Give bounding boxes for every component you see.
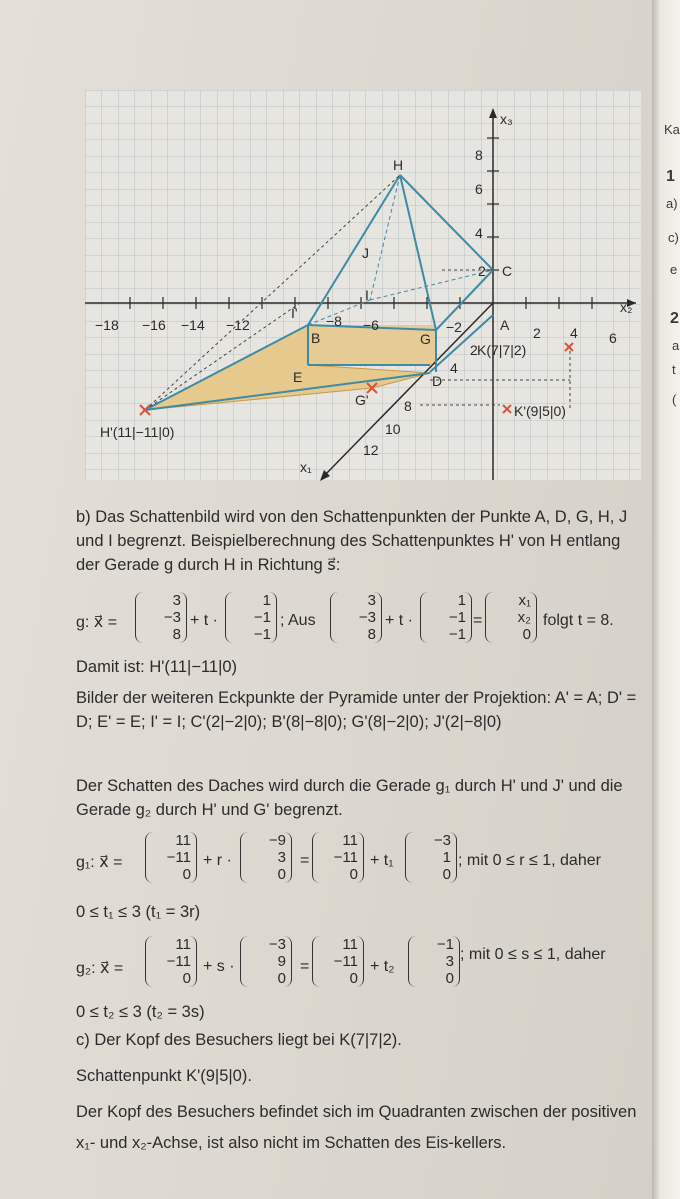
tick-label: 6 [475,181,483,197]
side-text: t [672,362,676,377]
eq-g1-tail: ; mit 0 ≤ r ≤ 1, daher [458,852,601,869]
point-label-H: H [393,157,404,173]
eq-g-vector: 1 −1 −1 [225,592,277,643]
tick-label: 4 [570,325,578,341]
point-label-C: C [502,263,513,279]
eq-g1-label: g₁: x⃗ = [76,854,123,871]
eq-g2-eq: = [300,958,310,975]
tick-label: −14 [181,317,205,333]
eq-g-result: folgt t = 8. [543,612,614,629]
tick-label: −6 [363,317,379,333]
side-text: a) [666,196,678,211]
point-label-Kprime: K'(9|5|0) [514,403,566,419]
eq-g1-vector: −9 3 0 [240,832,292,883]
axis-label-x1: x₁ [300,459,312,475]
part-c-paragraph: Der Kopf des Besuchers befindet sich im Quadranten zwischen der positiven x₁- und x₂-Achse, ist also nicht im Schatten des Eis-kellers. [76,1103,637,1152]
bilder-paragraph: Bilder der weiteren Eckpunkte der Pyramide unter der Projektion: A' = A; D' = D; E' = E; I' = I; C'(2|−2|0); B'(8|−8|0); G'(8|−2|0); J'(2|−8|0) [76,689,637,731]
eq-g-vector: x₁ x₂ 0 [485,592,537,643]
eq-g2-vector: −3 9 0 [240,936,292,987]
side-text: a [672,338,680,353]
side-text: c) [668,230,679,245]
tick-label: −2 [446,319,462,335]
point-label-K: K(7|7|2) [477,342,527,358]
eq-g2-label: g₂: x⃗ = [76,960,124,977]
side-text: 2 [670,310,679,327]
eq-g2-vector: 11 −11 0 [312,936,364,987]
point-label-B: B [311,330,321,346]
eq-g1-eq: = [300,852,310,869]
tick-label: −16 [142,317,166,333]
eq-g-op: + t · [190,612,219,629]
eq-g2-op: + s · [203,958,235,975]
tick-label: 8 [475,147,483,163]
side-text: e [670,262,678,277]
part-c-line1: c) Der Kopf des Besuchers liegt bei K(7|7|2). [76,1031,402,1049]
coordinate-figure [0,0,680,500]
tick-label: 2 [533,325,541,341]
point-label-Gprime: G' [355,392,369,408]
eq-g2-tail: ; mit 0 ≤ s ≤ 1, daher [460,946,606,963]
point-label-E: E [293,369,303,385]
eq-g2-vector: 11 −11 0 [145,936,197,987]
tick-label: 2 [470,342,478,358]
eq-g1-vector: 11 −11 0 [312,832,364,883]
tick-label: 4 [475,225,483,241]
side-text: 1 [666,168,675,185]
eq-g2-vector: −1 3 0 [408,936,460,987]
eq-g-vector: 3 −3 8 [135,592,187,643]
axis-label-x3: x₃ [500,111,513,127]
part-c-line2: Schattenpunkt K'(9|5|0). [76,1067,252,1085]
schatten-paragraph: Der Schatten des Daches wird durch die Gerade g₁ durch H' und J' und die Gerade g₂ durch H' und G' begrenzt. [76,777,623,819]
eq-g1-op: + t₁ [370,852,394,869]
eq-g-label: g: x⃗ = [76,614,118,631]
point-label-D: D [432,373,443,389]
tick-label: 10 [385,421,401,437]
g2-range: 0 ≤ t₂ ≤ 3 (t₂ = 3s) [76,1003,205,1021]
tick-label: 2 [478,263,486,279]
tick-label: 4 [450,360,458,376]
g1-range: 0 ≤ t₁ ≤ 3 (t₁ = 3r) [76,903,201,921]
point-label-G: G [420,331,431,347]
tick-label: −8 [326,313,342,329]
eq-g-aus: ; Aus [280,612,316,629]
eq-g1-vector: 11 −11 0 [145,832,197,883]
part-b-intro: b) Das Schattenbild wird von den Schattenpunkten der Punkte A, D, G, H, J und I begrenzt. Beispielberechnung des Schattenpunktes H' von H entlang der Gerade g durch H in Richtung s⃗: [76,508,628,574]
eq-g-eq: = [473,612,483,629]
eq-g-vector: 3 −3 8 [330,592,382,643]
point-label-A: A [500,317,510,333]
point-label-Iprime: I' [291,305,298,321]
axis-label-x2: x₂ [620,299,633,315]
point-label-I: I [365,287,369,303]
point-label-J: J [362,245,369,261]
eq-g-op: + t · [385,612,414,629]
eq-g1-op: + r · [203,852,232,869]
side-text: Ka [664,122,680,137]
eq-g2-op: + t₂ [370,958,395,975]
tick-label: 12 [363,442,379,458]
point-label-Hprime: H'(11|−11|0) [100,424,175,440]
tick-label: −18 [95,317,119,333]
tick-label: −12 [226,317,250,333]
damit-line: Damit ist: H'(11|−11|0) [76,658,238,676]
tick-label: 8 [404,398,412,414]
eq-g1-vector: −3 1 0 [405,832,457,883]
eq-g-vector: 1 −1 −1 [420,592,472,643]
side-text: ( [672,392,677,407]
tick-label: 6 [609,330,617,346]
